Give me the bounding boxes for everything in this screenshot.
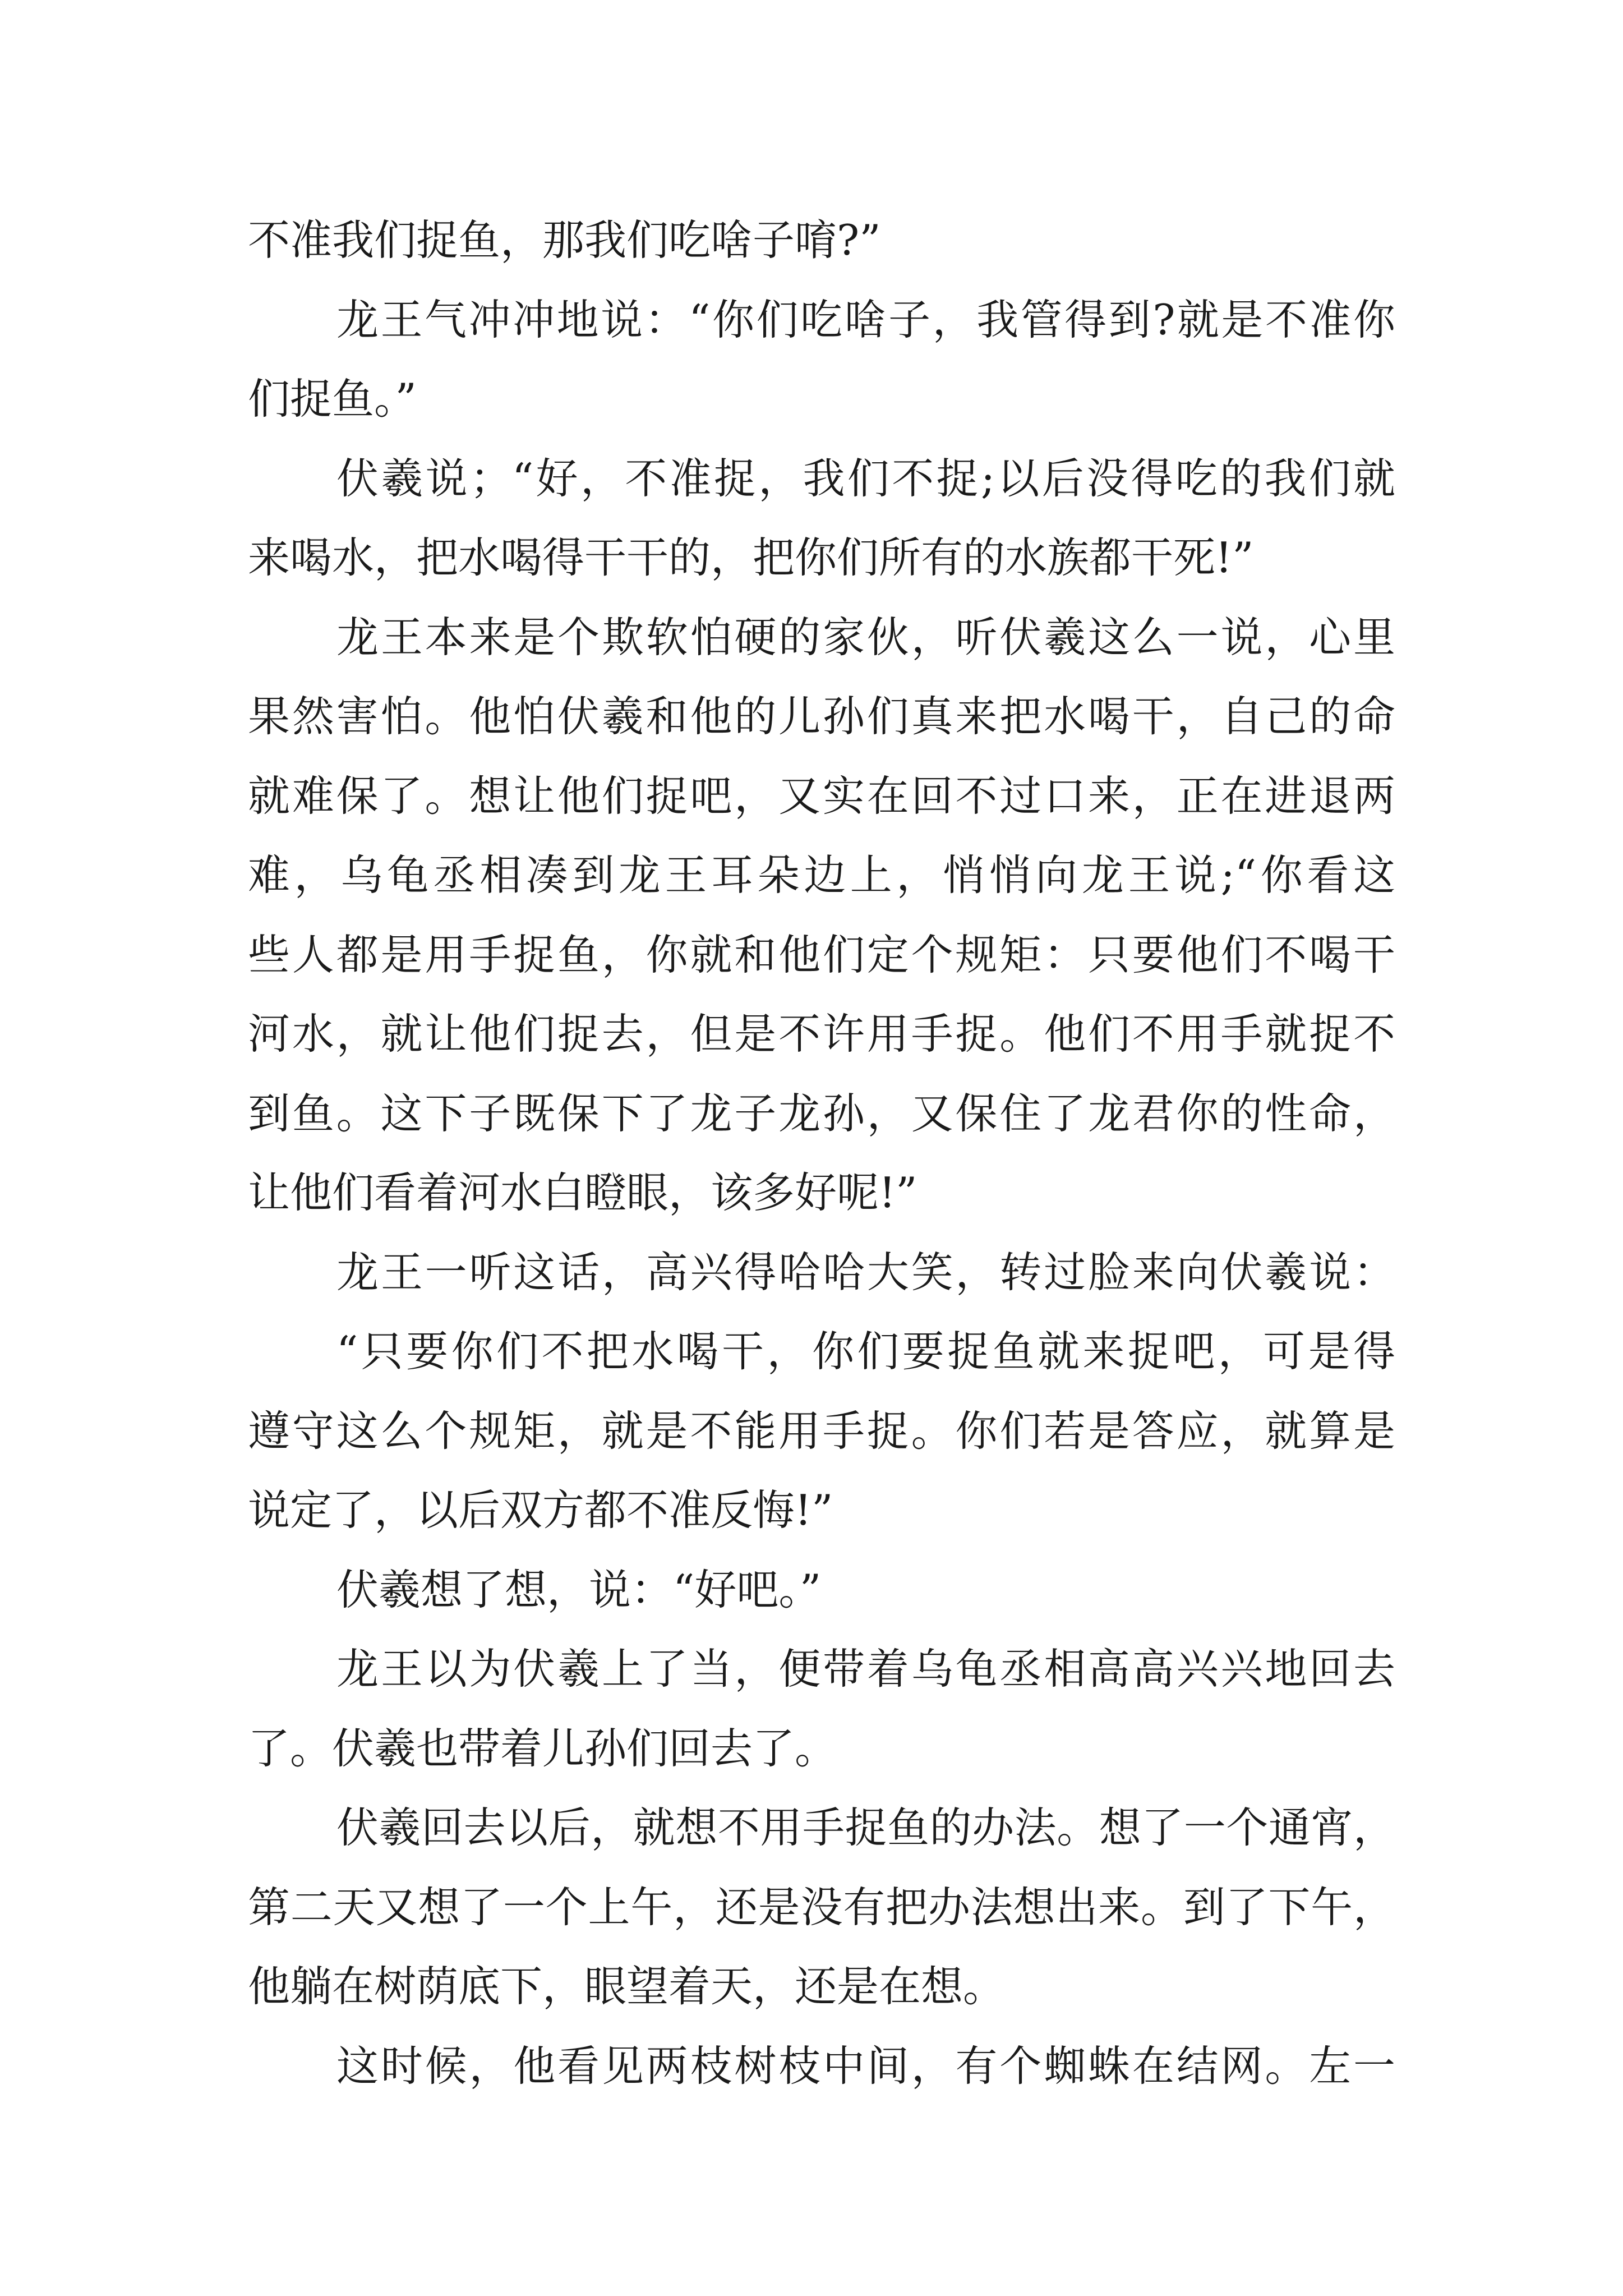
text-line: 来喝水，把水喝得干干的，把你们所有的水族都干死!” [248,533,1254,582]
text-line: 伏羲想了想，说：“好吧。” [336,1565,822,1614]
text-line: 龙王以为伏羲上了当，便带着乌龟丞相高高兴兴地回去 [336,1644,1395,1694]
paragraph [248,1788,1395,2027]
paragraph [248,201,1395,280]
text-line: 难，乌龟丞相凑到龙王耳朵边上，悄悄向龙王说;“你看这 [248,850,1395,900]
paragraph [248,1312,1395,1550]
text-line: 不准我们捉鱼，那我们吃啥子唷?” [248,215,881,265]
text-line: 果然害怕。他怕伏羲和他的儿孙们真来把水喝干，自己的命 [248,692,1395,741]
text-line: 他躺在树荫底下，眼望着天，还是在想。 [248,1962,1006,2011]
text-line: 了。伏羲也带着儿孙们回去了。 [248,1723,837,1773]
text-line: 龙王气冲冲地说：“你们吃啥子，我管得到?就是不准你 [336,295,1395,344]
paragraph [248,1233,1395,1313]
body-text [248,201,1395,2106]
text-line: 龙王一听这话，高兴得哈哈大笑，转过脸来向伏羲说： [336,1247,1395,1297]
paragraph [248,1630,1395,1788]
text-line: “只要你们不把水喝干，你们要捉鱼就来捉吧，可是得 [336,1327,1395,1376]
text-line: 这时候，他看见两枝树枝中间，有个蜘蛛在结网。左一 [336,2041,1395,2091]
text-line: 们捉鱼。” [248,374,417,424]
text-line: 第二天又想了一个上午，还是没有把办法想出来。到了下午， [248,1882,1395,1932]
text-line: 伏羲回去以后，就想不用手捉鱼的办法。想了一个通宵， [336,1803,1395,1852]
text-line: 伏羲说；“好，不准捉，我们不捉;以后没得吃的我们就 [336,453,1395,503]
paragraph [248,439,1395,598]
text-line: 龙王本来是个欺软怕硬的家伙，听伏羲这么一说，心里 [336,612,1395,662]
text-line: 说定了，以后双方都不准反悔!” [248,1485,833,1535]
paragraph [248,280,1395,439]
paragraph [248,598,1395,1233]
paragraph [248,1550,1395,1630]
text-line: 遵守这么个规矩，就是不能用手捉。你们若是答应，就算是 [248,1406,1395,1456]
paragraph [248,2027,1395,2106]
text-line: 让他们看着河水白瞪眼，该多好呢!” [248,1168,917,1217]
text-line: 河水，就让他们捉去，但是不许用手捉。他们不用手就捉不 [248,1009,1395,1059]
text-line: 些人都是用手捉鱼，你就和他们定个规矩：只要他们不喝干 [248,930,1395,979]
text-line: 到鱼。这下子既保下了龙子龙孙，又保住了龙君你的性命， [248,1088,1395,1138]
text-line: 就难保了。想让他们捉吧，又实在回不过口来，正在进退两 [248,771,1395,821]
